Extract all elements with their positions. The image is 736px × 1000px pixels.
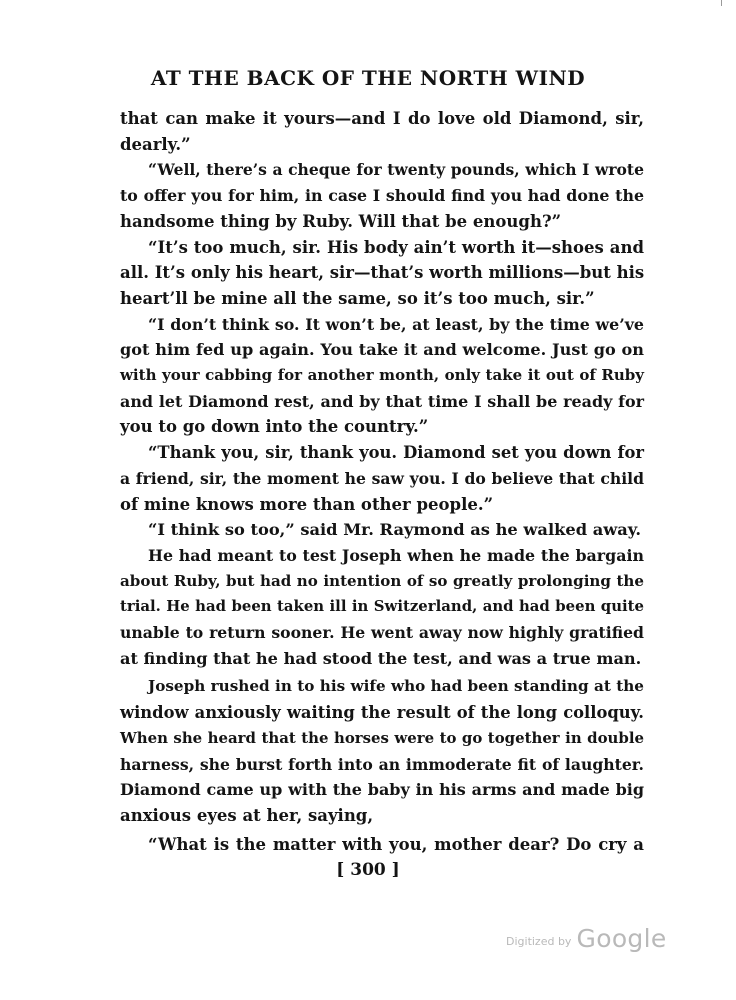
running-head-title: AT THE BACK OF THE NORTH WIND bbox=[150, 66, 586, 90]
text-line: “What is the matter with you, mother dear? Do cry a bbox=[148, 834, 644, 854]
text-line: “I think so too,” said Mr. Raymond as he walked away. bbox=[148, 520, 642, 540]
text-line: you to go down into the country.” bbox=[120, 417, 429, 437]
text-line: anxious eyes at her, saying, bbox=[120, 805, 374, 825]
watermark-prefix: Digitized by bbox=[506, 935, 572, 948]
text-line: heart’ll be mine all the same, so it’s too much, sir.” bbox=[120, 288, 595, 308]
text-line: unable to return sooner. He went away now highly gratified bbox=[120, 623, 644, 643]
body-text bbox=[120, 106, 644, 857]
text-line: of mine knows more than other people.” bbox=[120, 494, 494, 514]
text-line: at finding that he had stood the test, and was a true man. bbox=[120, 648, 642, 668]
text-line: and let Diamond rest, and by that time I shall be ready for bbox=[120, 391, 644, 411]
page-number: [ 300 ] bbox=[336, 860, 400, 880]
google-logo: Google bbox=[576, 924, 667, 953]
text-line: “It’s too much, sir. His body ain’t worth it—shoes and bbox=[148, 237, 644, 257]
text-line: “Well, there’s a cheque for twenty pounds, which I wrote bbox=[148, 160, 644, 180]
text-line: all. It’s only his heart, sir—that’s worth millions—but his bbox=[120, 263, 645, 283]
text-line: harness, she burst forth into an immoderate fit of laughter. bbox=[120, 754, 644, 774]
text-line: “Thank you, sir, thank you. Diamond set you down for bbox=[148, 443, 644, 463]
text-line: window anxiously waiting the result of the long colloquy. bbox=[120, 703, 644, 723]
text-line: about Ruby, but had no intention of so greatly prolonging the bbox=[120, 571, 644, 590]
digitized-by-watermark bbox=[506, 924, 667, 953]
text-line: He had meant to test Joseph when he made the bargain bbox=[148, 545, 644, 565]
text-line: with your cabbing for another month, only take it out of Ruby bbox=[120, 366, 644, 385]
text-line: got him fed up again. You take it and welcome. Just go on bbox=[120, 340, 644, 360]
text-line: When she heard that the horses were to go together in double bbox=[120, 728, 644, 747]
text-line: “I don’t think so. It won’t be, at least, by the time we’ve bbox=[148, 314, 644, 334]
text-line: Diamond came up with the baby in his arms and made big bbox=[120, 780, 644, 800]
text-line: Joseph rushed in to his wife who had been standing at the bbox=[148, 677, 644, 696]
text-line: handsome thing by Ruby. Will that be enough?” bbox=[120, 211, 562, 231]
text-line: a friend, sir, the moment he saw you. I do believe that child bbox=[120, 468, 644, 488]
text-line: dearly.” bbox=[120, 134, 191, 154]
text-line: to offer you for him, in case I should find you had done the bbox=[120, 186, 644, 206]
page-edge-mark bbox=[721, 0, 722, 6]
text-line: that can make it yours—and I do love old Diamond, sir, bbox=[120, 109, 644, 128]
text-line: trial. He had been taken ill in Switzerland, and had been quite bbox=[120, 597, 644, 616]
